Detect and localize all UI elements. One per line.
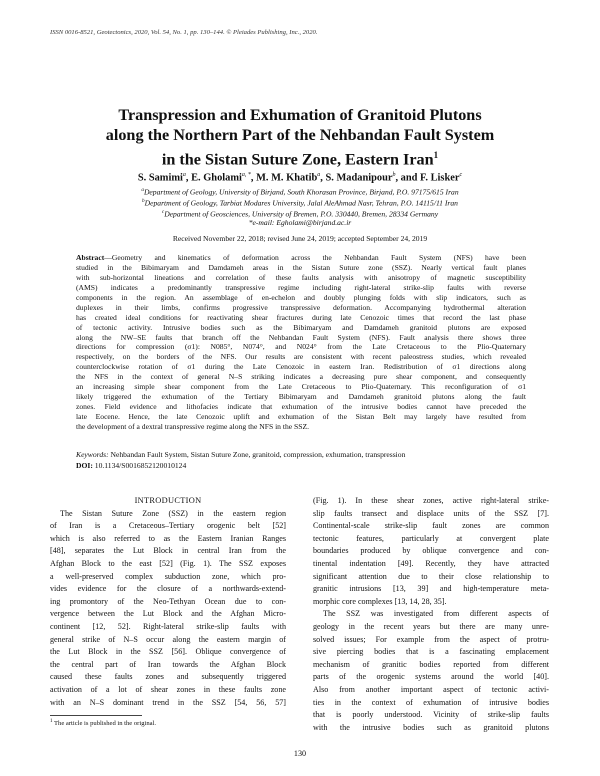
keywords-text: Nehbandan Fault System, Sistan Suture Zone, granitoid, compression, exhumation, transpression xyxy=(110,450,406,459)
body-line: granitic intrusions [13, 39] and high-temperature meta- xyxy=(313,584,549,594)
abstract-line: zones. Field evidence and lithofacies indicate that exhumation of the intrusive bodies cannot have preceded the xyxy=(76,402,526,412)
body-line: [48], separates the Lut Block in central Iran from the xyxy=(50,546,286,556)
affiliation-text: Department of Geology, University of Birjand, South Khorasan Province, Birjand, P.O. 97175/615 Iran xyxy=(143,187,459,197)
abstract-line: likely triggered the exhumation of the Tertiary Bibimaryam and Damdameh granitoid plutons along the fault xyxy=(76,392,526,402)
body-line: slip faults transect and displace units of the SSZ [7]. xyxy=(313,508,549,518)
body-line: (Fig. 1). In these shear zones, active right-lateral strike- xyxy=(313,496,549,505)
author-affiliation-mark: b xyxy=(392,172,396,178)
abstract-line: (AMS) indicates a predominantly transpressive regime including right-lateral strike-slip faults with reverse xyxy=(76,282,526,292)
abstract-line: counterclockwise rotation of σ1 during the Late Cenozoic in eastern Iran. Redistribution of σ1 directions along xyxy=(76,362,526,372)
body-line: significant attention due to their close relationship to xyxy=(313,571,549,581)
body-line: continent [12, 52]. Right-lateral strike-slip faults with xyxy=(50,621,286,631)
body-line: Continental-scale strike-slip fault zones are common xyxy=(313,521,549,531)
author-name: S. Madanipour xyxy=(325,172,393,184)
body-line: activation of a lot of shear zones in these faults zone xyxy=(50,684,286,694)
author-affiliation-mark: a xyxy=(317,172,321,178)
body-line: that is poorly understood. Vicinity of strike-slip faults xyxy=(313,710,549,720)
body-line: ties in the context of exhumation of intrusive bodies xyxy=(313,697,549,707)
affiliation-mark: b xyxy=(142,198,145,204)
abstract-line: the development of a dextral transpressive regime along the NFS in the SSZ. xyxy=(76,421,310,431)
doi-line xyxy=(76,461,526,471)
author-affiliation-mark: a, * xyxy=(241,172,251,178)
body-line: Afghan Block to the east [52] (Fig. 1). The SSZ exposes xyxy=(50,558,286,568)
title-line-3 xyxy=(40,145,560,169)
author-name: S. Samimi xyxy=(137,172,183,184)
abstract-line: components in the region. An assemblage of en-echelon and doubly plunging folds with slip indicators, such as xyxy=(76,292,526,302)
body-line: which is also referred to as the Eastern Iranian Ranges xyxy=(50,533,286,543)
abstract-line: has created ideal conditions for reactivating shear fractures during late Cenozoic times that record the last phase xyxy=(76,312,526,322)
abstract-line: along the NW–SE faults that branch off the Nehbandan Fault System (NFS). Fault analysis there shows three xyxy=(76,332,526,342)
left-column xyxy=(50,495,286,709)
author-name: F. Lisker xyxy=(420,172,460,184)
author-list: S. Samimi$^a$, E. Gholami$^{a, *}$, M. M. Khatib$^a$, S. Madanipour$^b$, and F. Lisker$^c$ xyxy=(137,172,463,184)
doi-label: DOI: xyxy=(76,461,93,470)
footnote-text: The article is published in the original. xyxy=(54,720,157,728)
journal-citation-line: ISSN 0016-8521, Geotectonics, 2020, Vol. 54, No. 1, pp. 130–144. © Pleiades Publishing, Inc., 2020. xyxy=(50,29,318,36)
title-line-1: Transpression and Exhumation of Granitoid Plutons xyxy=(118,106,482,124)
author-name: E. Gholami xyxy=(191,172,242,184)
body-line: ing promontory of the Neo-Tethyan Ocean due to con- xyxy=(50,596,286,606)
abstract-block xyxy=(76,253,526,432)
section-heading-introduction: INTRODUCTION xyxy=(134,496,202,505)
body-line: geology in the recent years but there are many unre- xyxy=(313,621,549,631)
body-line: sive piercing bodies that is a fascinating emplacement xyxy=(313,647,549,657)
keywords-line xyxy=(76,450,526,460)
title-line-3-text: in the Sistan Suture Zone, Eastern Iran xyxy=(161,150,434,169)
body-line: vides evidence for the closure of a northwards-extend- xyxy=(50,584,286,594)
body-line: vergence between the Lut Block and the Afghan Micro- xyxy=(50,609,286,619)
body-line: Also from another important aspect of tectonic activi- xyxy=(313,684,549,694)
page-number: 130 xyxy=(293,749,307,758)
body-line: tectonic features, particularly at convergent plate xyxy=(313,533,549,543)
abstract-line: respectively, on the borders of the NFS. Our results are consistent with recent paleostress studies, which revealed xyxy=(76,352,526,362)
body-line: boundaries produced by oblique convergence and con- xyxy=(313,546,549,556)
body-line: solved issues; For example from the aspect of protru- xyxy=(313,634,549,644)
keywords-label: Keywords: xyxy=(76,450,109,459)
body-line: general strike of N–S occur along the eastern margin of xyxy=(50,634,286,644)
body-line: with an N–S dominant trend in the SSZ [54, 56, 57] xyxy=(50,697,286,707)
body-line: the Lut Block in the SSZ [56]. Oblique convergence of xyxy=(50,647,286,657)
corresponding-email: *e-mail: Egholami@birjand.ac.ir xyxy=(248,218,352,227)
body-line: the central part of Iran towards the Afghan Block xyxy=(50,659,286,669)
body-line: a well-preserved complex subduction zone, which pro- xyxy=(50,571,286,581)
body-line: morphic core complexes [13, 14, 28, 35]. xyxy=(313,596,447,606)
received-dates: Received November 22, 2018; revised June 24, 2019; accepted September 24, 2019 xyxy=(172,234,428,243)
body-line: caused these faults zones and subsequently triggered xyxy=(50,672,286,682)
abstract-line: duplexes in their limbs, confirms progressive transpressive deformation. Accompanying hydrothermal alteration xyxy=(76,302,526,312)
body-line: tinental indentation [49]. Recently, they have attracted xyxy=(313,558,549,568)
abstract-line: of tectonic activity. Intrusive bodies such as the Bibimaryam and Damdameh granitoid plutons are exposed xyxy=(76,322,526,332)
abstract-line: Abstract—Geometry and kinematics of deformation across the Nehbandan Fault System (NFS) have been xyxy=(76,253,526,262)
body-line: The Sistan Suture Zone (SSZ) in the eastern region xyxy=(60,508,286,518)
abstract-label: Abstract xyxy=(76,253,105,262)
abstract-line: an increasing simple shear component from the Late Cretaceous to Plio-Quaternary. This reconfiguration of σ1 xyxy=(76,382,526,392)
author-affiliation-mark: a xyxy=(182,172,186,178)
author-name: M. M. Khatib xyxy=(256,172,318,184)
title-line-2: along the Northern Part of the Nehbandan Fault System xyxy=(105,126,495,144)
body-line: with the intrusive bodies such as granitoid plutons xyxy=(313,722,549,732)
body-line: parts of the orogenic systems around the world [40]. xyxy=(313,672,549,682)
abstract-line: directions for compression (σ1): N085°, N074°, and N024° from the Late Cretaceous to the Plio-Quaternary xyxy=(76,342,526,352)
affiliation-text: Department of Geology, Tarbiat Modares University, Jalal AleAhmad Nasr, Tehran, P.O. 14115/11 Iran xyxy=(144,198,458,208)
author-affiliation-mark: c xyxy=(459,172,463,178)
body-line: The SSZ was investigated from different aspects of xyxy=(323,609,549,619)
abstract-line: studied in the Bibimaryam and Damdameh areas in the Sistan Suture zone (SSZ). Nearly vertical fault planes xyxy=(76,262,526,272)
body-line: mechanism of granitic bodies reported from different xyxy=(313,659,549,669)
affiliation-mark: c xyxy=(161,209,165,215)
doi-value[interactable]: 10.1134/S0016852120010124 xyxy=(94,461,187,470)
footnote-divider xyxy=(50,715,142,716)
right-column xyxy=(313,495,549,734)
body-line: of Iran is a Cretaceous–Tertiary orogenic belt [52] xyxy=(50,521,286,531)
affiliation-text: Department of Geosciences, University of Bremen, P.O. 330440, Bremen, 28334 Germany xyxy=(164,209,439,219)
abstract-line: the NFS in the context of general N–S striking indicates a decreasing pure shear component, and consequently xyxy=(76,372,526,382)
footnote-mark: 1 xyxy=(50,719,53,724)
footnote xyxy=(50,719,156,727)
article-title xyxy=(40,105,560,169)
abstract-line: late Eocene. Hence, the late Cenozoic uplift and exhumation of the Sistan Belt may largely have resulted from xyxy=(76,412,526,421)
abstract-line: with sub-horizontal lineations and correlation of these faults analysis with anisotropy of magnetic susceptibility xyxy=(76,272,526,282)
title-footnote-mark: 1 xyxy=(433,150,439,160)
affiliation-mark: a xyxy=(141,187,144,193)
